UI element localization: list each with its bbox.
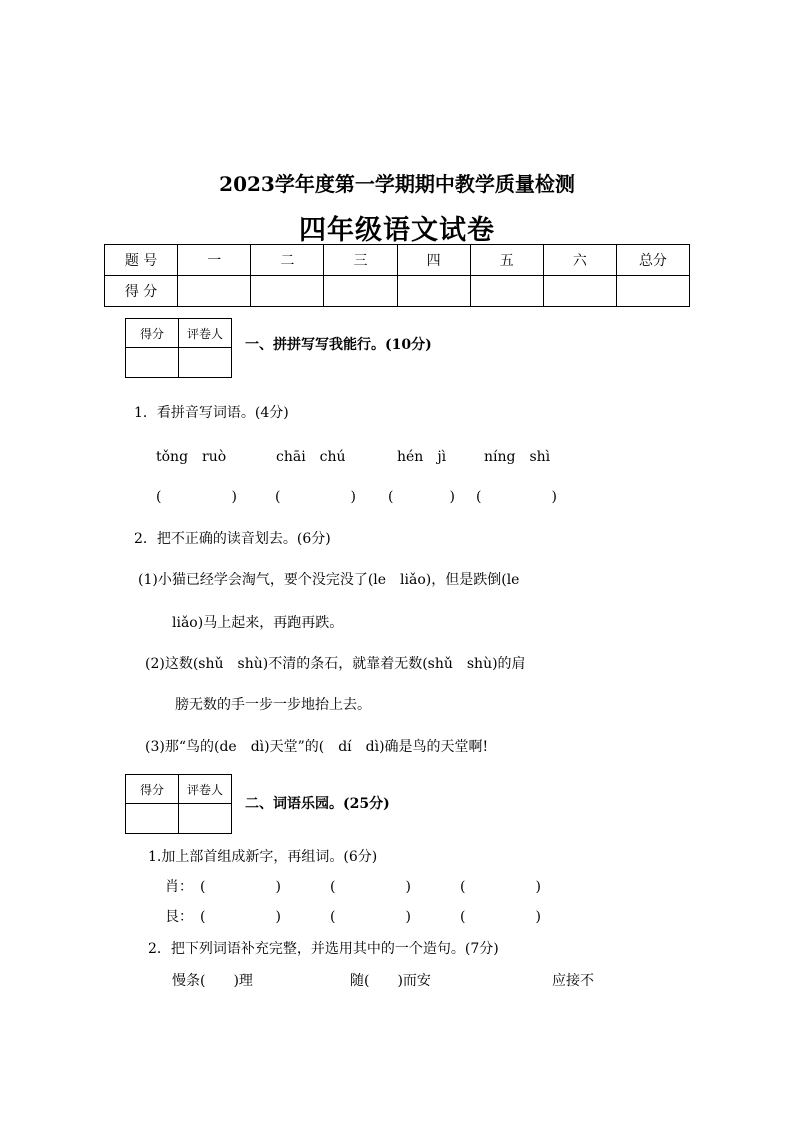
section2-title: 二、词语乐园。(25分) bbox=[245, 796, 390, 812]
s1-q2-item: 膀无数的手一步一步地抬上去。 bbox=[175, 697, 371, 713]
s1-q2-item: (1)小猫已经学会淘气，要个没完没了(le liǎo)，但是跌倒(le bbox=[138, 572, 520, 588]
pinyin-item: hén jì bbox=[397, 449, 447, 465]
score-header-cell: 六 bbox=[543, 245, 616, 276]
answer-bracket[interactable]: ( ) bbox=[460, 879, 541, 895]
exam-title: 2023学年度第一学期期中教学质量检测 bbox=[219, 172, 575, 196]
score-cell[interactable] bbox=[178, 276, 251, 307]
grader-score-cell[interactable] bbox=[126, 348, 179, 378]
grader-box-section2 bbox=[125, 774, 232, 834]
radical-char: 肖： bbox=[165, 879, 193, 895]
answer-bracket[interactable]: ( ) bbox=[388, 489, 455, 505]
answer-bracket[interactable]: ( ) bbox=[156, 489, 237, 505]
s2-q2-title: 2．把下列词语补充完整，并选用其中的一个造句。(7分) bbox=[148, 941, 499, 957]
score-cell[interactable] bbox=[543, 276, 616, 307]
answer-bracket[interactable]: ( ) bbox=[200, 879, 281, 895]
grader-score-label: 得分 bbox=[126, 319, 179, 348]
score-cell[interactable] bbox=[616, 276, 689, 307]
score-table-header-row bbox=[105, 245, 690, 276]
answer-bracket[interactable]: ( ) bbox=[330, 879, 411, 895]
section1-title: 一、拼拼写写我能行。(10分) bbox=[245, 337, 432, 353]
idiom-item: 慢条( )理 bbox=[172, 973, 253, 989]
score-cell[interactable] bbox=[324, 276, 397, 307]
score-header-cell: 题 号 bbox=[105, 245, 178, 276]
score-header-cell: 三 bbox=[324, 245, 397, 276]
pinyin-item: níng shì bbox=[484, 449, 551, 465]
answer-bracket[interactable]: ( ) bbox=[330, 909, 411, 925]
s1-q1-title: 1．看拼音写词语。(4分) bbox=[134, 405, 289, 421]
idiom-item: 随( )而安 bbox=[350, 973, 431, 989]
score-header-cell: 二 bbox=[251, 245, 324, 276]
s1-q2-item: (2)这数(shǔ shù)不清的条石，就靠着无数(shǔ shù)的肩 bbox=[145, 656, 526, 672]
answer-bracket[interactable]: ( ) bbox=[460, 909, 541, 925]
radical-char: 艮： bbox=[165, 909, 193, 925]
idiom-item: 应接不 bbox=[552, 973, 594, 989]
score-cell[interactable] bbox=[470, 276, 543, 307]
grader-name-cell[interactable] bbox=[179, 348, 232, 378]
exam-subtitle: 四年级语文试卷 bbox=[299, 215, 495, 246]
score-cell[interactable] bbox=[251, 276, 324, 307]
score-cell[interactable] bbox=[397, 276, 470, 307]
grader-score-cell[interactable] bbox=[126, 804, 179, 834]
s2-q1-title: 1.加上部首组成新字，再组词。(6分) bbox=[148, 849, 378, 865]
score-table bbox=[104, 244, 690, 307]
grader-box-section1 bbox=[125, 318, 232, 378]
pinyin-item: chāi chú bbox=[276, 449, 346, 465]
score-header-cell: 一 bbox=[178, 245, 251, 276]
answer-bracket[interactable]: ( ) bbox=[275, 489, 356, 505]
score-header-cell: 总分 bbox=[616, 245, 689, 276]
grader-name-cell[interactable] bbox=[179, 804, 232, 834]
score-table-score-row bbox=[105, 276, 690, 307]
s1-q2-item: (3)那“鸟的(de dì)天堂”的( dí dì)确是鸟的天堂啊! bbox=[145, 739, 489, 755]
s1-q2-item: liǎo)马上起来，再跑再跌。 bbox=[172, 615, 344, 631]
grader-name-label: 评卷人 bbox=[179, 319, 232, 348]
answer-bracket[interactable]: ( ) bbox=[476, 489, 557, 505]
s1-q2-title: 2．把不正确的读音划去。(6分) bbox=[134, 531, 331, 547]
score-row-label: 得 分 bbox=[105, 276, 178, 307]
answer-bracket[interactable]: ( ) bbox=[200, 909, 281, 925]
grader-score-label: 得分 bbox=[126, 775, 179, 804]
pinyin-item: tǒng ruò bbox=[156, 449, 227, 465]
score-header-cell: 四 bbox=[397, 245, 470, 276]
score-header-cell: 五 bbox=[470, 245, 543, 276]
grader-name-label: 评卷人 bbox=[179, 775, 232, 804]
